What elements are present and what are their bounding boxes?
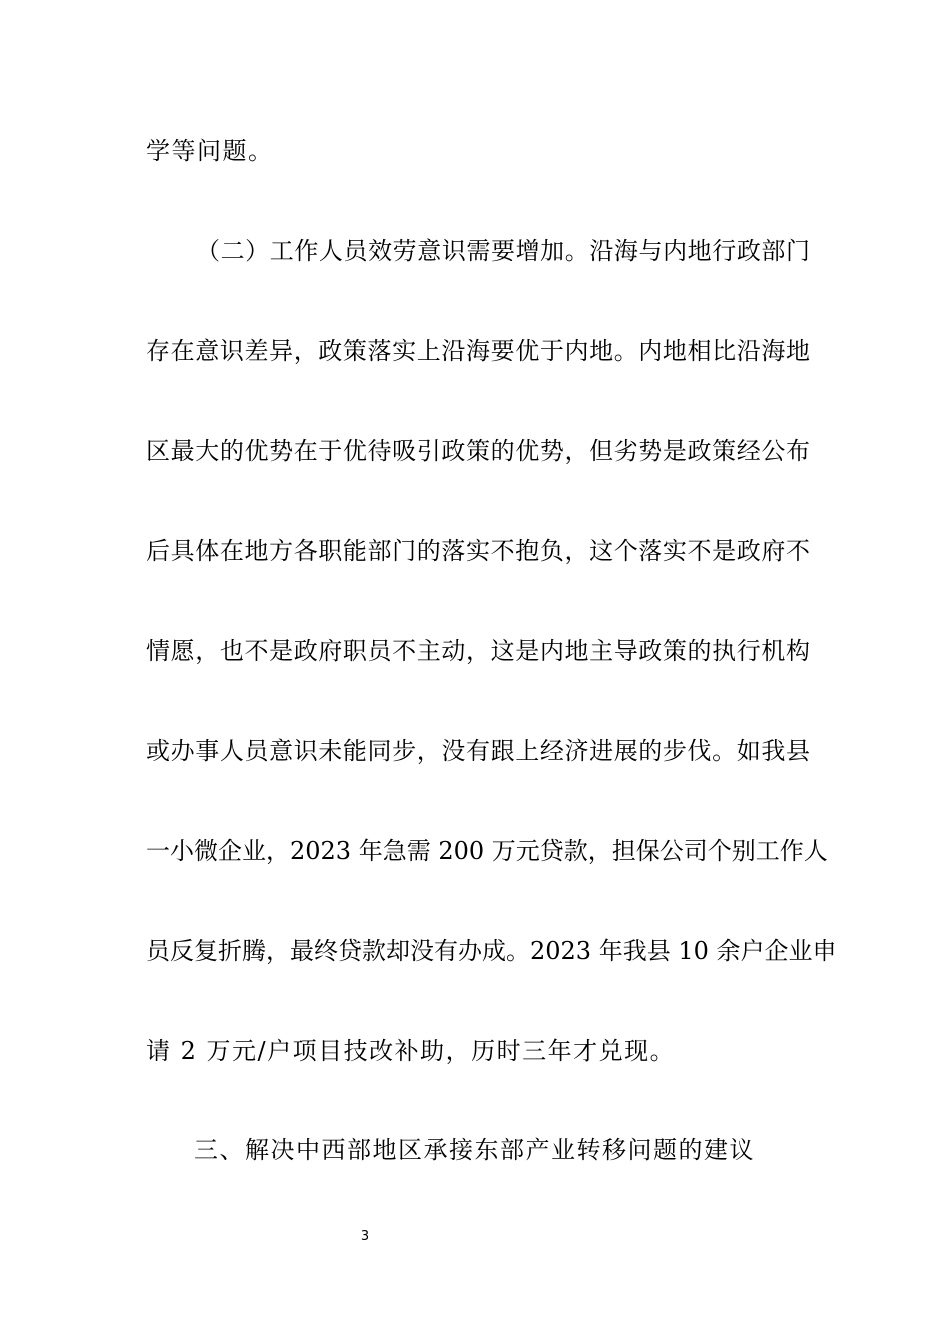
page-number: 3 (360, 1229, 370, 1244)
paragraph-line-8: 一小微企业，2023 年急需 200 万元贷款，担保公司个别工作人 (146, 837, 828, 865)
paragraph-line-3: 存在意识差异，政策落实上沿海要优于内地。内地相比沿海地 (146, 337, 810, 365)
paragraph-line-2: （二）工作人员效劳意识需要增加。沿海与内地行政部门 (196, 237, 810, 265)
section-heading: 三、解决中西部地区承接东部产业转移问题的建议 (194, 1136, 755, 1164)
paragraph-line-10: 请 2 万元/户项目技改补助，历时三年才兑现。 (146, 1037, 676, 1065)
paragraph-line-4: 区最大的优势在于优待吸引政策的优势，但劣势是政策经公布 (146, 437, 810, 465)
paragraph-line-9: 员反复折腾，最终贷款却没有办成。2023 年我县 10 余户企业申 (146, 937, 837, 965)
paragraph-line-6: 情愿，也不是政府职员不主动，这是内地主导政策的执行机构 (146, 637, 810, 665)
paragraph-line-1: 学等问题。 (146, 137, 274, 165)
paragraph-line-7: 或办事人员意识未能同步，没有跟上经济进展的步伐。如我县 (146, 737, 810, 765)
paragraph-line-5: 后具体在地方各职能部门的落实不抱负，这个落实不是政府不 (146, 537, 810, 565)
